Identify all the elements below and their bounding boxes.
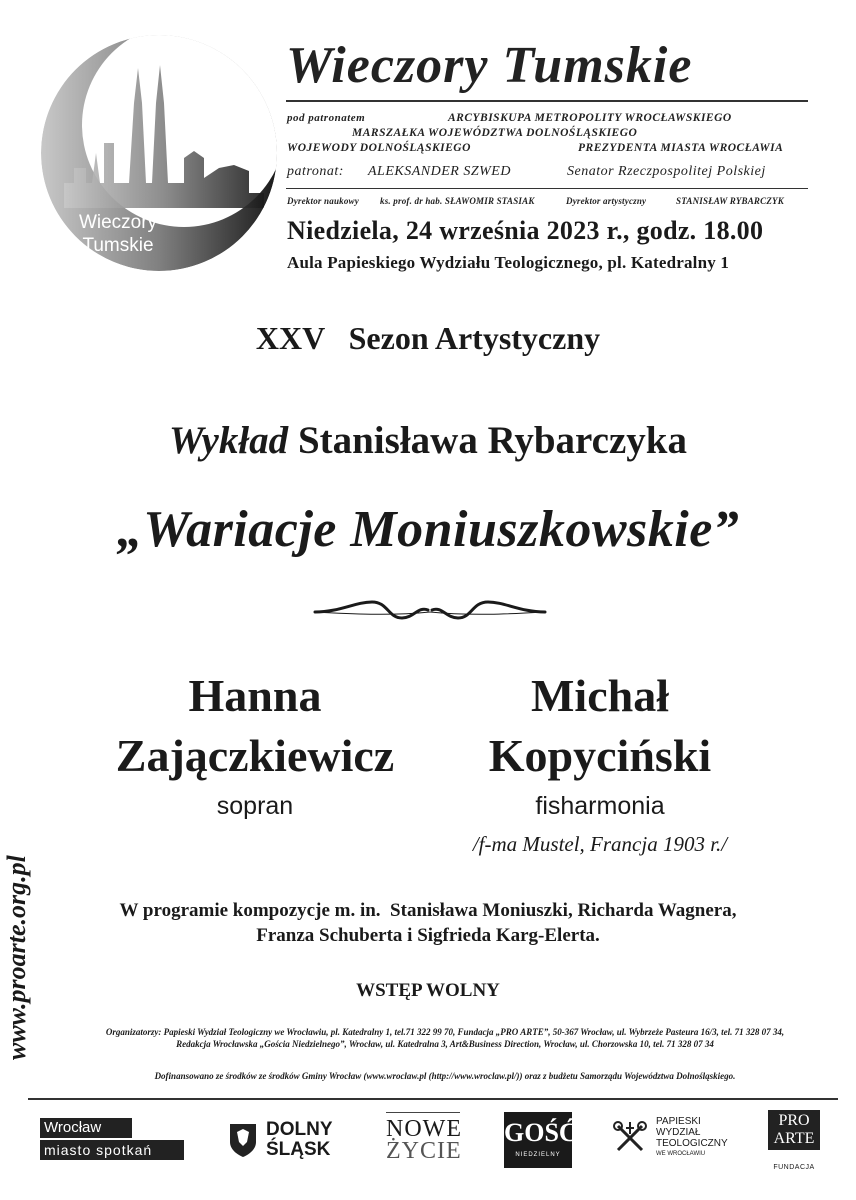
- wroclaw-logo-top: Wrocław: [40, 1118, 132, 1138]
- patron-person-title: Senator Rzeczpospolitej Polskiej: [567, 164, 766, 179]
- papieski-wydzial-logo: [612, 1116, 742, 1164]
- papieski-text-2: WYDZIAŁ: [656, 1127, 701, 1138]
- funding-text: Dofinansowano ze środków ze środków Gminy Wrocław (www.wroclaw.pl (http://www.wroclaw.pl/)) oraz z budżetu Samorządu Województwa Dolnośląskiego.: [154, 1071, 736, 1081]
- crossed-keys-icon: [612, 1120, 648, 1156]
- papieski-text-1: PAPIESKI: [656, 1116, 701, 1127]
- patron-1: ARCYBISKUPA METROPOLITY WROCŁAWSKIEGO: [448, 112, 732, 124]
- zycie-text: ŻYCIE: [386, 1138, 462, 1164]
- venue: Aula Papieskiego Wydziału Teologicznego, pl. Katedralny 1: [287, 253, 730, 272]
- dolny-text: DOLNY: [266, 1119, 333, 1140]
- patronage-label: pod patronatem: [287, 112, 366, 124]
- performer-1-first-name: Hanna: [188, 670, 322, 721]
- pro-text: PRO: [778, 1112, 810, 1129]
- gosc-text: GOŚĆ: [504, 1118, 578, 1147]
- performer-2-last-name: Kopyciński: [488, 730, 712, 781]
- performer-1-last-name: Zajączkiewicz: [115, 730, 395, 781]
- gosc-niedzielny-logo: [504, 1112, 578, 1168]
- program-line-1: W programie kompozycje m. in. Stanisława Moniuszki, Richarda Wagnera,: [119, 900, 737, 921]
- footer-divider: [28, 1098, 838, 1100]
- ornament-flourish: [310, 590, 550, 630]
- scientific-director: ks. prof. dr hab. SŁAWOMIR STASIAK: [380, 196, 535, 206]
- title-divider: [286, 100, 808, 102]
- patron-2: MARSZAŁKA WOJEWÓDZTWA DOLNOŚLĄSKIEGO: [352, 127, 638, 139]
- organizers-line-1: Organizatorzy: Papieski Wydział Teologiczny we Wrocławiu, pl. Katedralny 1, tel.71 322 99 70, Fundacja „PRO ARTE”, 50-367 Wrocław, ul. Wybrzeże Pasteura 16/3, tel. 71 328 07 34,: [105, 1027, 785, 1037]
- eagle-crest-icon: [228, 1122, 258, 1158]
- artistic-director: STANISŁAW RYBARCZYK: [676, 196, 784, 206]
- slask-text: ŚLĄSK: [266, 1139, 331, 1160]
- patron-person: ALEKSANDER SZWED: [368, 164, 511, 179]
- logo-text-1: Wieczory: [78, 212, 158, 233]
- organizers-text: [45, 1026, 845, 1050]
- lecture-word: Wykład: [169, 419, 289, 462]
- niedzielny-text: NIEDZIELNY: [515, 1152, 561, 1158]
- header-divider: [286, 188, 808, 189]
- logo-text-2: Tumskie: [82, 235, 154, 256]
- event-title: Wieczory Tumskie: [286, 37, 693, 94]
- wieczory-tumskie-logo: [34, 33, 284, 273]
- wroclaw-logo: [40, 1118, 184, 1162]
- scientific-director-label: Dyrektor naukowy: [287, 196, 359, 206]
- entry-info: WSTĘP WOLNY: [356, 980, 500, 1001]
- date-line: Niedziela, 24 września 2023 r., godz. 18.00: [287, 216, 764, 245]
- patron-3b: PREZYDENTA MIASTA WROCŁAWIA: [578, 142, 784, 154]
- nowe-text: NOWE: [386, 1116, 462, 1142]
- patron-person-label: patronat:: [287, 164, 344, 179]
- papieski-text-3: TEOLOGICZNY: [656, 1138, 728, 1149]
- performer-2-role: fisharmonia: [535, 792, 665, 820]
- fundacja-text: FUNDACJA: [773, 1164, 815, 1171]
- performer-2-note: /f-ma Mustel, Francja 1903 r./: [472, 832, 728, 856]
- pro-arte-logo: [768, 1110, 820, 1174]
- season-heading: XXV Sezon Artystyczny: [255, 320, 601, 356]
- side-url[interactable]: www.proarte.org.pl: [2, 855, 31, 1060]
- artistic-director-label: Dyrektor artystyczny: [566, 196, 647, 206]
- papieski-text-4: WE WROCŁAWIU: [656, 1151, 706, 1157]
- nowe-zycie-logo: [386, 1112, 460, 1169]
- arte-text: ARTE: [773, 1130, 815, 1147]
- program-line-2: Franza Schuberta i Sigfrieda Karg-Elerta.: [256, 925, 600, 946]
- lecture-author: Stanisława Rybarczyka: [288, 419, 687, 462]
- patron-3a: WOJEWODY DOLNOŚLĄSKIEGO: [287, 142, 471, 154]
- performer-1-role: sopran: [216, 792, 294, 820]
- program-text: [0, 898, 856, 948]
- performer-2-first-name: Michał: [531, 670, 669, 721]
- wroclaw-logo-bottom: miasto spotkań: [40, 1140, 184, 1160]
- lecture-heading: [0, 418, 856, 463]
- organizers-line-2: Redakcja Wrocławska „Gościa Niedzielnego”, Wrocław, ul. Katedralna 3, Art&Business Direction, Wrocław, ul. Chorzowska 10, tel. 71 328 07 34: [176, 1039, 714, 1049]
- dolny-slask-logo: [228, 1118, 348, 1162]
- lecture-title: „Wariacje Moniuszkowskie”: [116, 501, 740, 558]
